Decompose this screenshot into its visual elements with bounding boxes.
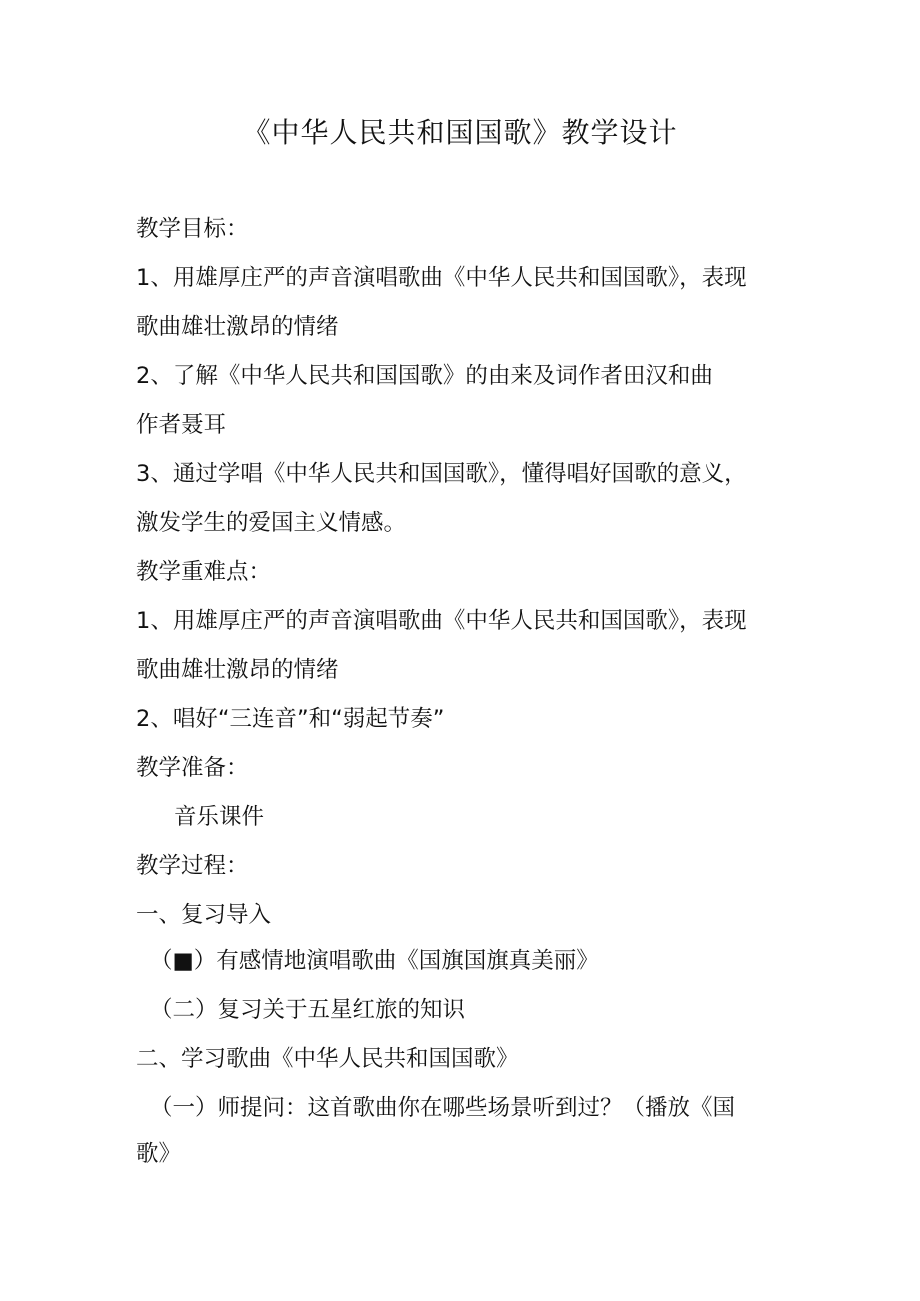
heading-key-points: 教学重难点： [136,559,272,585]
objective-1-line-2: 歌曲雄壮激昂的情绪 [136,314,339,340]
process-section-1: 一、复习导入 [136,902,272,928]
heading-objectives: 教学目标： [136,216,249,242]
objective-3-line-1: 3、通过学唱《中华人民共和国国歌》，懂得唱好国歌的意义， [136,461,747,487]
key-point-1-line-1: 1、用雄厚庄严的声音演唱歌曲《中华人民共和国国歌》，表现 [136,608,747,634]
process-section-2: 二、学习歌曲《中华人民共和国国歌》 [136,1046,519,1072]
heading-process: 教学过程： [136,853,249,879]
process-section-2-item-1-line-1: （一）师提问：这首歌曲你在哪些场景听到过？（播放《国 [150,1095,736,1121]
objective-1-line-1: 1、用雄厚庄严的声音演唱歌曲《中华人民共和国国歌》，表现 [136,265,747,291]
process-section-2-item-1-line-2: 歌》 [136,1141,182,1167]
objective-3-line-2: 激发学生的爱国主义情感。 [136,510,407,536]
objective-2-line-2: 作者聂耳 [136,412,227,438]
process-section-1-item-2: （二）复习关于五星红旅的知识 [150,997,466,1023]
preparation-item: 音乐课件 [174,804,265,830]
objective-2-line-1: 2、了解《中华人民共和国国歌》的由来及词作者田汉和曲 [136,363,713,389]
document-title: 《中华人民共和国国歌》教学设计 [242,116,678,149]
heading-preparation: 教学准备： [136,755,249,781]
key-point-2: 2、唱好“三连音”和“弱起节奏” [136,706,445,732]
key-point-1-line-2: 歌曲雄壮激昂的情绪 [136,657,339,683]
process-section-1-item-1: （■）有感情地演唱歌曲《国旗国旗真美丽》 [150,948,599,974]
